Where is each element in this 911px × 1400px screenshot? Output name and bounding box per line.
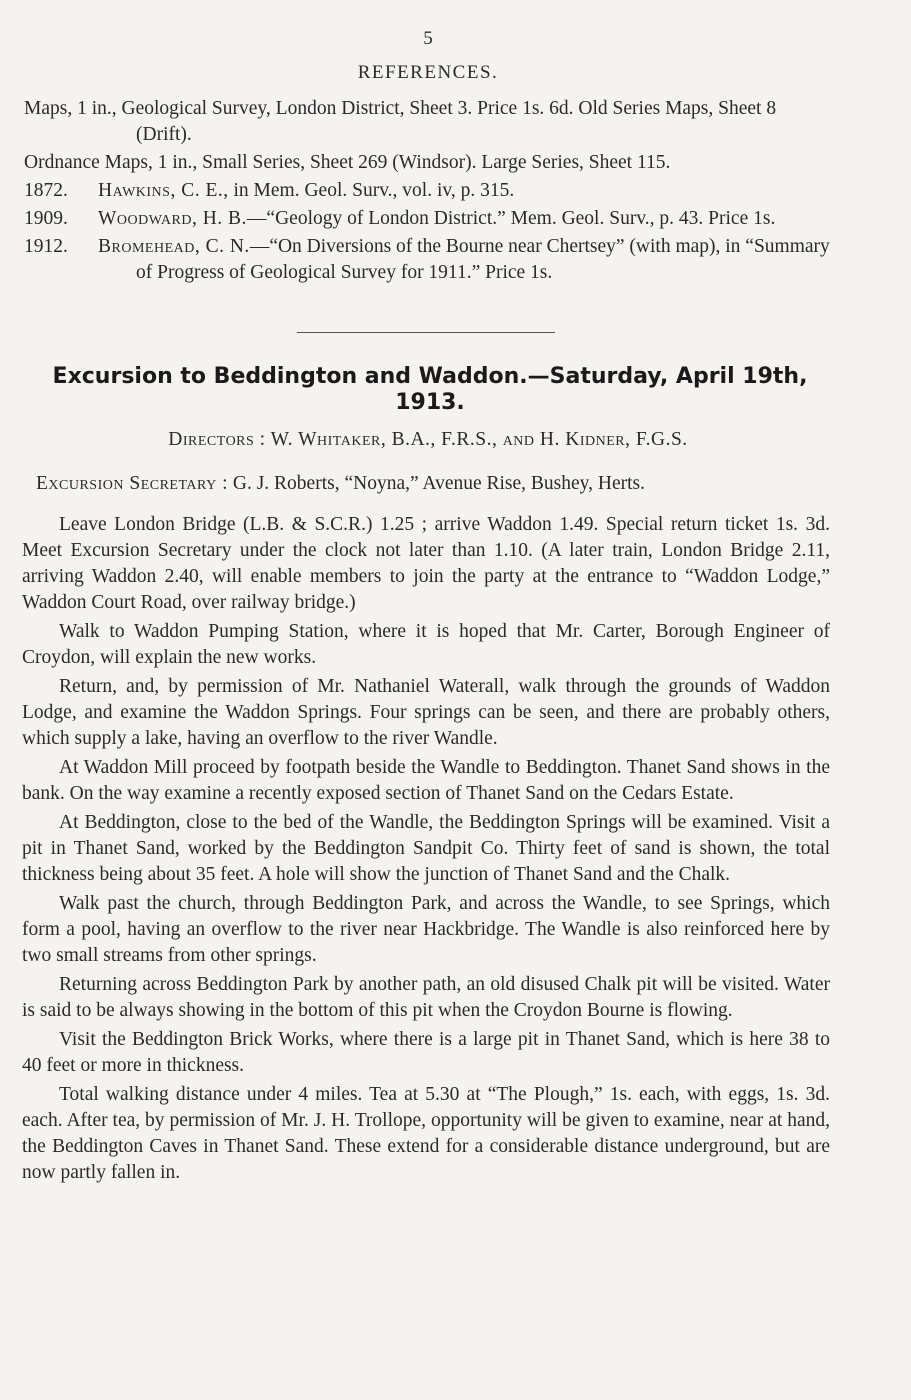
excursion-directors: Directors : W. Whitaker, B.A., F.R.S., and H. Kidner, F.G.S. — [168, 429, 688, 450]
paragraph: Return, and, by permission of Mr. Nathaniel Waterall, walk through the grounds of Waddon Lodge, and examine the Waddon Springs. Four springs can be seen, and there are probably others, which supply a lake, having an overflow to the river Wandle. — [22, 676, 830, 749]
reference-item — [24, 206, 832, 232]
secretary-value: G. J. Roberts, “Noyna,” Avenue Rise, Bushey, Herts. — [232, 473, 646, 494]
paragraph: At Waddon Mill proceed by footpath beside the Wandle to Beddington. Thanet Sand shows in the bank. On the way examine a recently exposed section of Thanet Sand on the Cedars Estate. — [22, 757, 830, 804]
excursion-body — [22, 512, 830, 1189]
reference-text: Maps, 1 in., Geological Survey, London District, Sheet 3. Price 1s. 6d. Old Series Maps, Sheet 8 (Drift). — [24, 98, 777, 145]
reference-item — [24, 96, 832, 148]
reference-item — [24, 234, 832, 286]
secretary-label: Excursion Secretary : — [36, 473, 228, 494]
paragraph: Returning across Beddington Park by another path, an old disused Chalk pit will be visited. Water is said to be always showing in the bottom of this pit when the Croydon Bourne is flowing. — [22, 974, 830, 1021]
reference-year: 1909. — [24, 208, 68, 229]
reference-text: in Mem. Geol. Surv., vol. iv, p. 315. — [228, 180, 515, 201]
reference-year: 1872. — [24, 180, 68, 201]
paragraph: Visit the Beddington Brick Works, where there is a large pit in Thanet Sand, which is here 38 to 40 feet or more in thickness. — [22, 1029, 830, 1076]
reference-text: Ordnance Maps, 1 in., Small Series, Sheet 269 (Windsor). Large Series, Sheet 115. — [24, 152, 671, 173]
paragraph: Total walking distance under 4 miles. Tea at 5.30 at “The Plough,” 1s. each, with eggs, 1s. 3d. each. After tea, by permission of Mr. J. H. Trollope, opportunity will be given to examine, near at hand, the Beddington Caves in Thanet Sand. These extend for a considerable distance underground, but are now partly fallen in. — [22, 1084, 830, 1183]
reference-author: Bromehead, C. N. — [98, 236, 250, 257]
reference-item — [24, 178, 832, 204]
page-number: 5 — [423, 28, 433, 49]
reference-year: 1912. — [24, 236, 68, 257]
reference-author: Hawkins, C. E., — [98, 180, 229, 201]
section-divider — [297, 332, 555, 333]
paragraph: At Beddington, close to the bed of the Wandle, the Beddington Springs will be examined. Visit a pit in Thanet Sand, worked by the Beddington Sandpit Co. Thirty feet of sand is shown, the total thickness being about 35 feet. A hole will show the junction of Thanet Sand and the Chalk. — [22, 812, 830, 885]
excursion-title: Excursion to Beddington and Waddon.—Saturday, April 19th, 1913. — [52, 364, 808, 415]
paragraph: Walk to Waddon Pumping Station, where it is hoped that Mr. Carter, Borough Engineer of Croydon, will explain the new works. — [22, 621, 830, 668]
paragraph: Walk past the church, through Beddington Park, and across the Wandle, to see Springs, which form a pool, having an overflow to the river near Hackbridge. The Wandle is also reinforced here by two small streams from other springs. — [22, 893, 830, 966]
references-list — [24, 96, 832, 288]
paragraph: Leave London Bridge (L.B. & S.C.R.) 1.25 ; arrive Waddon 1.49. Special return ticket 1s. 3d. Meet Excursion Secretary under the clock not later than 1.10. (A later train, London Bridge 2.11, arriving Waddon 2.40, will enable members to join the party at the entrance to “Waddon Lodge,” Waddon Court Road, over railway bridge.) — [22, 514, 830, 613]
excursion-secretary — [36, 473, 836, 495]
reference-text: —“On Diversions of the Bourne near Chertsey” (with map), in “Summary of Progress of Geological Survey for 1911.” Price 1s. — [136, 236, 830, 283]
references-heading: REFERENCES. — [357, 62, 499, 83]
reference-item — [24, 150, 832, 176]
reference-author: Woodward, H. B. — [98, 208, 247, 229]
reference-text: —“Geology of London District.” Mem. Geol. Surv., p. 43. Price 1s. — [246, 208, 776, 229]
